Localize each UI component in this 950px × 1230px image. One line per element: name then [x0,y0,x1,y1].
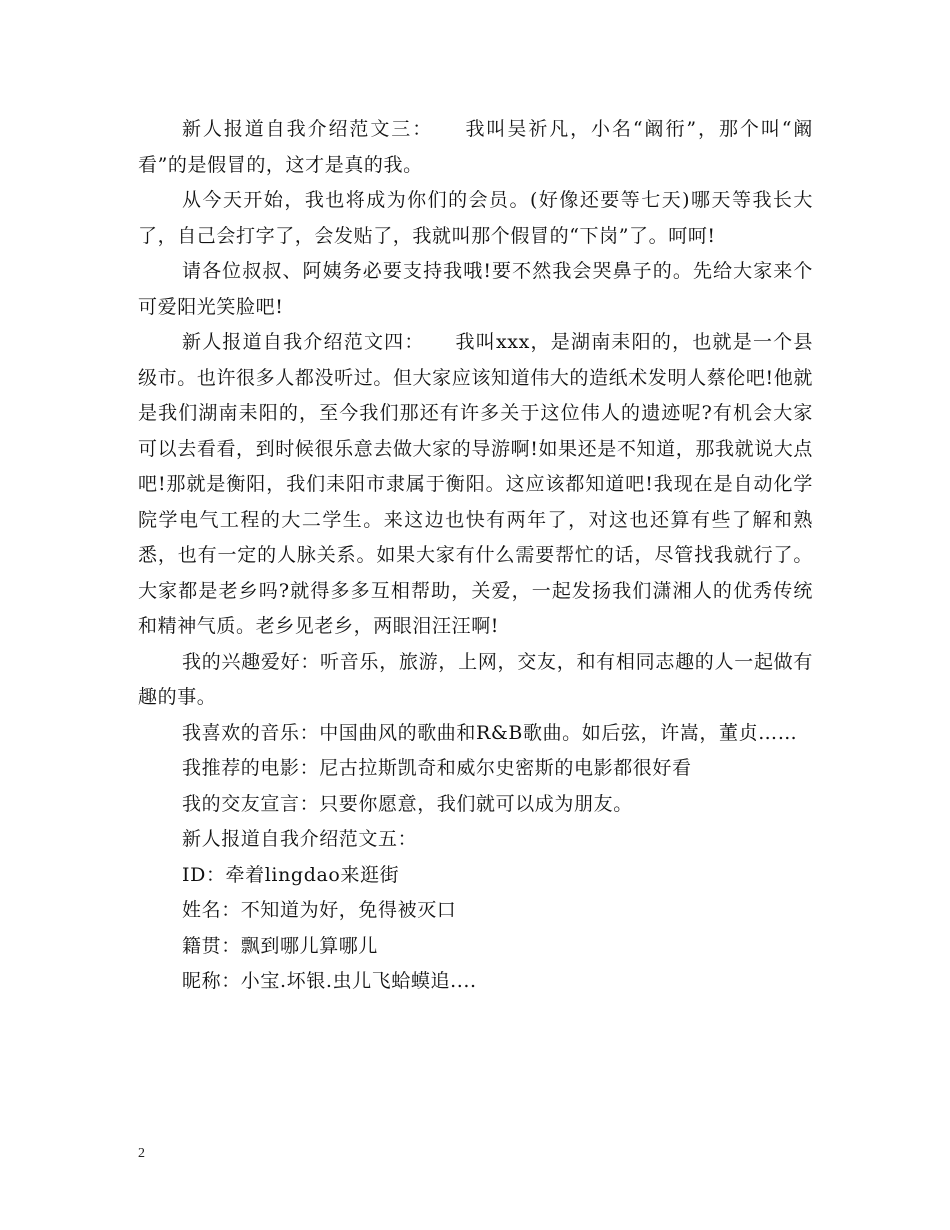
page-number: 2 [138,1146,145,1161]
paragraph-intro-4: 新人报道自我介绍范文四： 我叫xxx，是湖南耒阳的，也就是一个县级市。也许很多人都没听过。但大家应该知道伟大的造纸术发明人蔡伦吧!他就是我们湖南耒阳的，至今我们那还有许多关于这位伟人的遗迹呢?有机会大家可以去看看，到时候很乐意去做大家的导游啊!如果还是不知道，那我就说大点吧!那就是衡阳，我们耒阳市隶属于衡阳。这应该都知道吧!我现在是自动化学院学电气工程的大二学生。来这边也快有两年了，对这也还算有些了解和熟悉，也有一定的人脉关系。如果大家有什么需要帮忙的话，尽管找我就行了。大家都是老乡吗?就得多多互相帮助，关爱，一起发扬我们潇湘人的优秀传统和精神气质。老乡见老乡，两眼泪汪汪啊! [138,331,813,637]
document-body [138,112,813,1000]
paragraph-hometown: 籍贯：飘到哪儿算哪儿 [182,934,379,957]
paragraph-friendship: 我的交友宣言：只要你愿意，我们就可以成为朋友。 [182,792,633,815]
paragraph-intro-5: 新人报道自我介绍范文五： [182,828,418,850]
paragraph-member: 从今天开始，我也将成为你们的会员。(好像还要等七天)哪天等我长大了，自己会打字了，会发贴了，我就叫那个假冒的“下岗”了。呵呵! [138,189,813,247]
paragraph-support: 请各位叔叔、阿姨务必要支持我哦!要不然我会哭鼻子的。先给大家来个可爱阳光笑脸吧! [138,260,813,318]
paragraph-nickname: 昵称：小宝.坏银.虫儿飞蛤蟆追.... [182,970,477,992]
paragraph-name: 姓名：不知道为好，免得被灭口 [182,899,457,921]
paragraph-music: 我喜欢的音乐：中国曲风的歌曲和R&B歌曲。如后弦，许嵩，董贞…… [182,721,798,744]
paragraph-movies: 我推荐的电影：尼古拉斯凯奇和威尔史密斯的电影都很好看 [182,757,692,779]
paragraph-intro-3: 新人报道自我介绍范文三： 我叫吴祈凡，小名“阚衎”，那个叫“阚看”的是假冒的，这才是真的我。 [138,118,813,176]
paragraph-id: ID：牵着lingdao来逛街 [182,863,400,886]
paragraph-hobbies: 我的兴趣爱好：听音乐，旅游，上网，交友，和有相同志趣的人一起做有趣的事。 [138,650,813,708]
